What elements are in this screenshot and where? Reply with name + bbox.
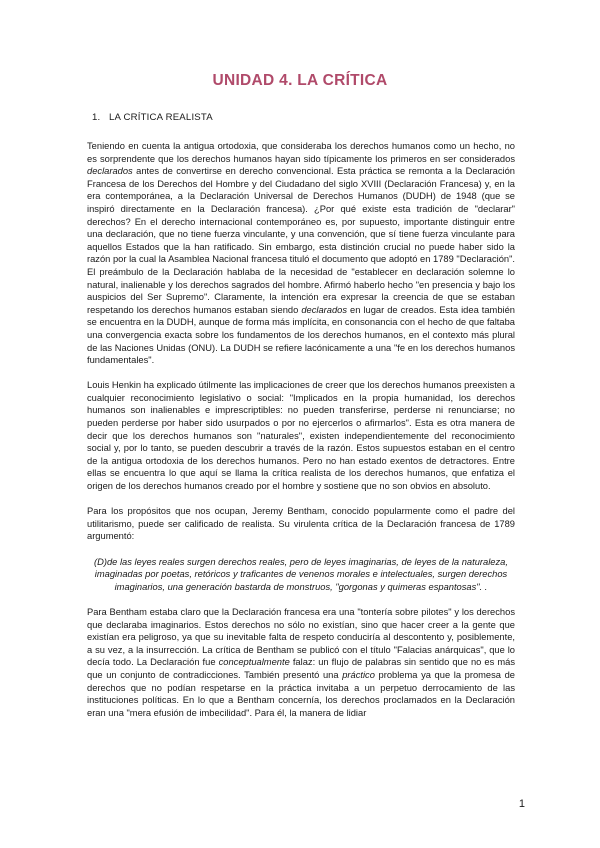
paragraph-4-emphasis-2: práctico: [342, 669, 375, 680]
paragraph-1-text-c: en lugar de creados. Esta idea también se encuentra en la DUDH, aunque de forma más implícita, en consonancia con el hecho de que faltaba una convergencia exacta sobre los fundamentos de los derechos humanos, en el contexto más plural de las Naciones Unidas (ONU). La DUDH se refiere lacónicamente a una "fe en los derechos humanos fundamentales".: [87, 304, 515, 366]
body-text: [87, 140, 515, 719]
section-heading: [92, 112, 213, 123]
paragraph-4: [87, 606, 515, 719]
paragraph-3: Para los propósitos que nos ocupan, Jeremy Bentham, conocido popularmente como el padre del utilitarismo, puede ser calificado de realista. Su virulenta crítica de la Declaración francesa de 1789 argumentó:: [87, 506, 515, 542]
paragraph-4-text-c: problema ya que la promesa de derechos que no podían respetarse en la práctica invitaba a un perpetuo derrocamiento de las instituciones políticas. En lo que a Bentham concernía, los derechos proclamados en la Declaración eran una "mera efusión de imbecilidad". Para él, la manera de lidiar: [87, 669, 515, 718]
paragraph-1-text-b: antes de convertirse en derecho convencional. Esta práctica se remonta a la Declaración Francesa de los Derechos del Hombre y del Ciudadano del siglo XVIII (Declaración Francesa) y, en la era contemporánea, a la Declaración Universal de Derechos Humanos (DUDH) de 1948 (que se inspiró directamente en la Declaración francesa). ¿Por qué existe esta tradición de "declarar" derechos? En el derecho internacional contemporáneo es, por supuesto, importante distinguir entre una declaración, que no tiene fuerza vinculante, y una convención, que sí tiene fuerza vinculante para aquellos Estados que la han ratificado. Sin embargo, esta distinción crucial no puede haber sido la razón por la cual la Asamblea Nacional francesa tituló el documento que adoptó en 1789 "Declaración". El preámbulo de la Declaración hablaba de la necesidad de "establecer en declaración solemne lo natural, inalienable y los derechos sagrados del hombre. Afirmó haberlo hecho "en presencia y bajo los auspicios del Ser Supremo". Claramente, la intención era expresar la creencia de que se estaban respetando los derechos humanos estaban siendo: [87, 166, 515, 315]
paragraph-1: [87, 140, 515, 367]
section-number: 1.: [92, 112, 101, 123]
paragraph-4-text-b: falaz: un flujo de palabras sin sentido que no es más que un conjunto de contradicciones. También presentó una: [87, 657, 515, 680]
paragraph-1-text-a: Teniendo en cuenta la antigua ortodoxia, que consideraba los derechos humanos como un hecho, no es sorprendente que los derechos humanos hayan sido típicamente los primeros en ser considerados: [87, 141, 515, 164]
page-number: 1: [518, 798, 525, 810]
section-title: LA CRÍTICA REALISTA: [109, 112, 213, 123]
paragraph-1-emphasis-2: declarados: [301, 304, 348, 315]
paragraph-1-emphasis-1: declarados: [87, 166, 133, 177]
paragraph-4-text-a: Para Bentham estaba claro que la Declaración francesa era una "tontería sobre pilotes" y los derechos que declaraba imaginarios. Estos derechos no sólo no existían, sino que hacer creer a la gente que existían era peligroso, ya que su inevitable falta de respeto conduciría al descontento y, posiblemente, a su vez, a la insurrección. La crítica de Bentham se publicó con el título "Falacias anárquicas", que lo decía todo. La Declaración fue: [87, 606, 515, 668]
paragraph-2: Louis Henkin ha explicado útilmente las implicaciones de creer que los derechos humanos preexisten a cualquier reconocimiento legislativo o social: "Implicados en la propia humanidad, los derechos humanos son inalienables e imprescriptibles: no pueden transferirse, perderse ni renunciarse; no pueden perderse por haber sido usurpados o por no ejercerlos o afirmarlos". Esta es otra manera de decir que los derechos humanos son "naturales", existen independientemente del reconocimiento social y, por lo tanto, se pueden descubrir a través de la razón. Estos supuestos estaban en el centro de la antigua ortodoxia de los derechos humanos. Pero no han estado exentos de detractores. Entre ellas se encuentra lo que aquí se llama la crítica realista de los derechos humanos, que enfatiza el origen de los derechos humanos creado por el hombre y sostiene que no son obvios en absoluto.: [87, 380, 515, 492]
unit-title: UNIDAD 4. LA CRÍTICA: [212, 72, 388, 89]
paragraph-4-emphasis-1: conceptualmente: [218, 657, 290, 668]
block-quote: (D)de las leyes reales surgen derechos reales, pero de leyes imaginarias, de leyes de la naturaleza, imaginadas por poetas, retóricos y traficantes de venenos morales e intelectuales, surgen derechos imaginarios, una generación bastarda de monstruos, "gorgonas y quimeras espantosas". .: [94, 556, 508, 592]
